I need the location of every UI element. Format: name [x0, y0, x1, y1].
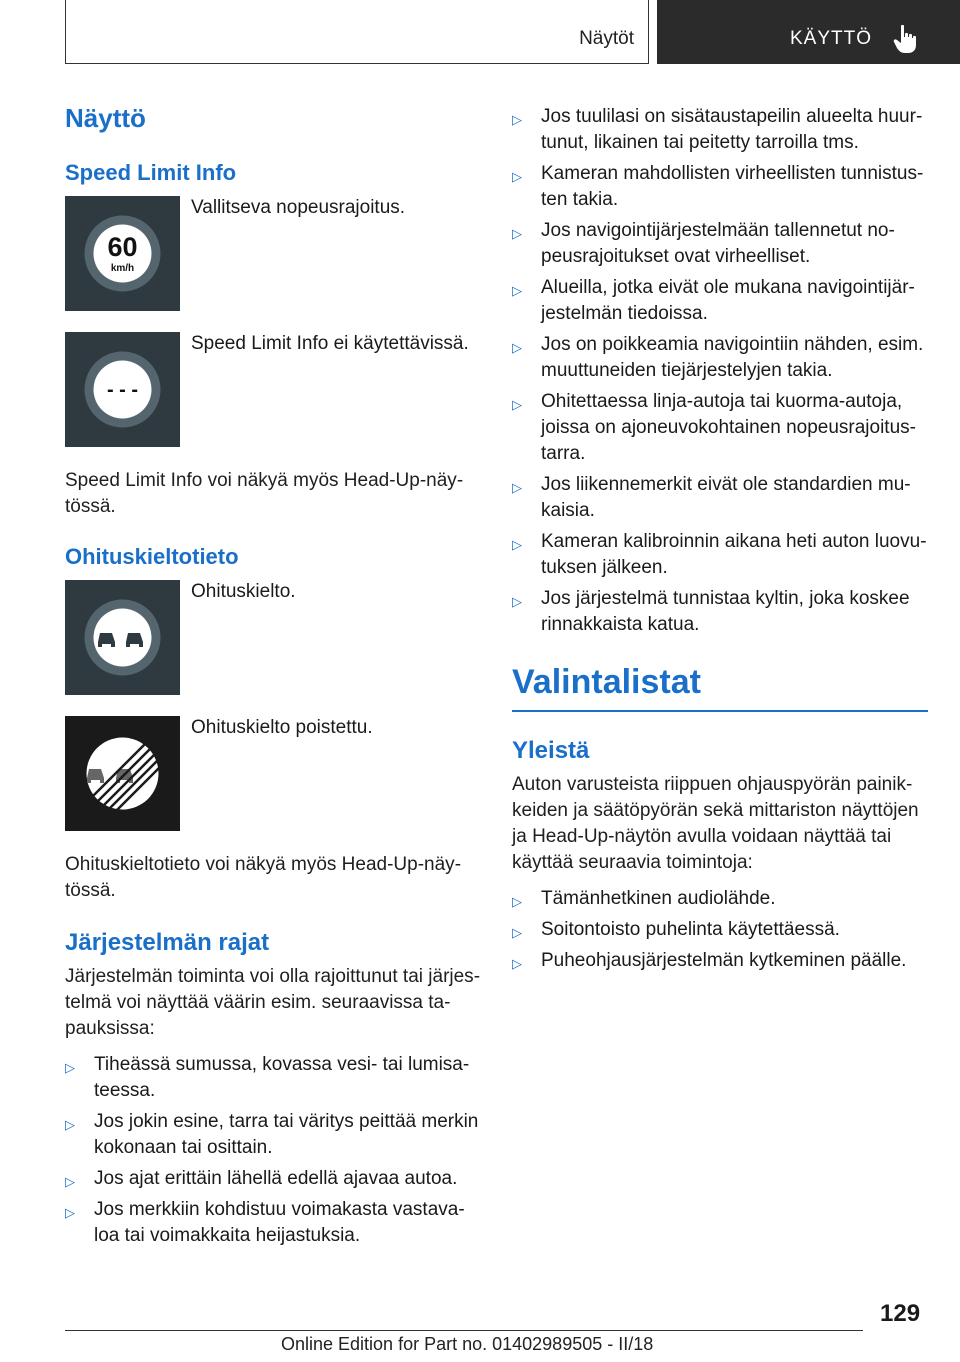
- triangle-bullet-icon: ▷: [512, 169, 522, 184]
- speed-sign-unit: km/h: [110, 263, 135, 274]
- end-of-no-overtaking-icon: [65, 716, 180, 831]
- general-intro: Auton varusteista riippuen ohjauspyörän painikkeiden ja säätöpyörän sekä mittariston näyttöjen ja Head-Up-näytön avulla voidaan näyttää tai käyttää seuraavia toimintoja:: [512, 774, 919, 873]
- speed-limit-unavailable-row: [65, 332, 480, 448]
- heading-general: Yleistä: [512, 737, 590, 764]
- system-limits-list-left: [65, 1052, 480, 1249]
- header-chapter-title: KÄYTTÖ: [790, 28, 873, 49]
- header-chapter-box: [657, 0, 960, 64]
- triangle-bullet-icon: ▷: [512, 925, 522, 940]
- list-item: ▷ Alueilla, jotka eivät ole mukana navigointijärjestelmän tiedoissa.: [512, 277, 915, 324]
- triangle-bullet-icon: ▷: [65, 1205, 75, 1220]
- page-number: 129: [880, 1300, 921, 1327]
- chapter-title-valintalistat: Valintalistat: [512, 660, 928, 712]
- general-functions-list: [512, 886, 928, 974]
- triangle-bullet-icon: ▷: [65, 1174, 75, 1189]
- heading-system-limits: Järjestelmän rajat: [65, 929, 270, 956]
- list-item: ▷ Jos ajat erittäin lähellä edellä ajavaa autoa.: [65, 1166, 480, 1192]
- list-item: ▷ Tiheässä sumussa, kovassa vesi- tai lumisateessa.: [65, 1054, 470, 1101]
- right-column: [512, 104, 928, 979]
- list-item: ▷ Kameran mahdollisten virheellisten tunnistusten takia.: [512, 163, 924, 210]
- list-item: ▷ Ohitettaessa linja-autoja tai kuorma-autoja, joissa on ajoneuvokohtainen nopeusrajoitustarra.: [512, 391, 916, 464]
- list-item: ▷ Jos merkkiin kohdistuu voimakasta vastavaloa tai voimakkaita heijastuksia.: [65, 1199, 465, 1246]
- speed-limit-current-caption: Vallitseva nopeusrajoitus.: [191, 197, 406, 218]
- hand-pointer-icon: [893, 24, 919, 54]
- list-item: ▷ Jos on poikkeamia navigointiin nähden, esim. muuttuneiden tiejärjestelyjen takia.: [512, 334, 924, 381]
- triangle-bullet-icon: ▷: [512, 537, 522, 552]
- speed-limit-unavailable-caption: Speed Limit Info ei käytettävissä.: [191, 333, 469, 354]
- speed-limit-current-row: [65, 196, 480, 312]
- heading-speed-limit-info: Speed Limit Info: [65, 160, 237, 185]
- no-overtaking-icon: [65, 580, 180, 695]
- list-item: ▷ Soitontoisto puhelinta käytettäessä.: [512, 917, 928, 943]
- list-item: ▷ Jos liikennemerkit eivät ole standardien mukaisia.: [512, 474, 911, 521]
- system-limits-intro: Järjestelmän toiminta voi olla rajoittunut tai järjestelmä voi näyttää väärin esim. seuraavissa tapauksissa:: [65, 966, 481, 1039]
- section-title-naytto: Näyttö: [65, 103, 146, 133]
- overtaking-end-caption: Ohituskielto poistettu.: [191, 717, 373, 738]
- list-item: ▷ Jos järjestelmä tunnistaa kyltin, joka koskee rinnakkaista katua.: [512, 588, 910, 635]
- speed-sign-value: 60: [107, 232, 138, 262]
- triangle-bullet-icon: ▷: [512, 340, 522, 355]
- header-section-title: Näytöt: [579, 28, 634, 49]
- triangle-bullet-icon: ▷: [65, 1060, 75, 1075]
- header-section-box: [65, 0, 649, 64]
- speed-unavailable-dashes: - - -: [106, 379, 139, 401]
- speed-limit-hud-note: Speed Limit Info voi näkyä myös Head-Up-näytössä.: [65, 470, 464, 517]
- triangle-bullet-icon: ▷: [65, 1117, 75, 1132]
- triangle-bullet-icon: ▷: [512, 480, 522, 495]
- no-overtaking-row: [65, 580, 480, 696]
- overtaking-end-row: [65, 716, 480, 832]
- triangle-bullet-icon: ▷: [512, 956, 522, 971]
- left-column: [65, 100, 480, 1254]
- triangle-bullet-icon: ▷: [512, 283, 522, 298]
- footer-divider: [65, 1330, 863, 1331]
- list-item: ▷ Jos tuulilasi on sisätaustapeilin alueelta huurtunut, likainen tai peitetty tarroilla tms.: [512, 106, 923, 153]
- list-item: ▷ Jos navigointijärjestelmään tallennetut nopeusrajoitukset ovat virheelliset.: [512, 220, 895, 267]
- list-item: ▷ Puheohjausjärjestelmän kytkeminen päälle.: [512, 948, 928, 974]
- list-item: ▷ Jos jokin esine, tarra tai väritys peittää merkin kokonaan tai osittain.: [65, 1111, 479, 1158]
- triangle-bullet-icon: ▷: [512, 226, 522, 241]
- speed-limit-60-icon: [65, 196, 180, 311]
- list-item: ▷ Kameran kalibroinnin aikana heti auton luovutuksen jälkeen.: [512, 531, 927, 578]
- triangle-bullet-icon: ▷: [512, 894, 522, 909]
- triangle-bullet-icon: ▷: [512, 397, 522, 412]
- no-overtaking-caption: Ohituskielto.: [191, 581, 296, 602]
- triangle-bullet-icon: ▷: [512, 594, 522, 609]
- speed-limit-unavailable-icon: [65, 332, 180, 447]
- list-item: ▷ Tämänhetkinen audiolähde.: [512, 886, 928, 912]
- footer-edition: Online Edition for Part no. 01402989505 - II/18: [281, 1334, 654, 1354]
- heading-overtaking-info: Ohituskieltotieto: [65, 544, 239, 569]
- system-limits-list-right: [512, 104, 928, 638]
- overtaking-hud-note: Ohituskieltotieto voi näkyä myös Head-Up-näytössä.: [65, 854, 462, 901]
- triangle-bullet-icon: ▷: [512, 112, 522, 127]
